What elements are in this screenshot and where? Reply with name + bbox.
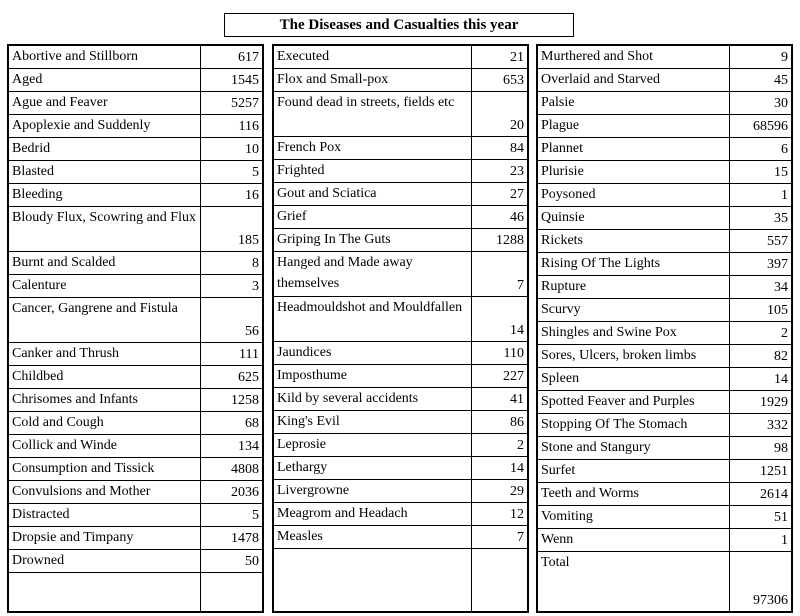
- cause-name: Meagrom and Headach: [274, 503, 472, 526]
- death-count: 110: [472, 342, 528, 365]
- cause-name: Blasted: [9, 161, 201, 184]
- death-count: 105: [730, 299, 792, 322]
- cause-name: Flox and Small-pox: [274, 69, 472, 92]
- table-row: [538, 322, 792, 345]
- death-count: 1478: [201, 527, 263, 550]
- table-row: [9, 138, 263, 161]
- death-count: 1288: [472, 229, 528, 252]
- death-count: 9: [730, 46, 792, 69]
- death-count: 14: [472, 457, 528, 480]
- table-row: [274, 229, 528, 252]
- cause-name: Headmouldshot and Mouldfallen: [274, 297, 472, 342]
- table-row: [274, 69, 528, 92]
- cause-name: Shingles and Swine Pox: [538, 322, 730, 345]
- table-row: [9, 46, 263, 69]
- table-row: [274, 297, 528, 342]
- cause-name: Gout and Sciatica: [274, 183, 472, 206]
- death-count: 7: [472, 252, 528, 297]
- cause-name: Found dead in streets, fields etc: [274, 92, 472, 137]
- cause-name: Scurvy: [538, 299, 730, 322]
- cause-name: Palsie: [538, 92, 730, 115]
- death-count: 1251: [730, 460, 792, 483]
- table-row: [9, 458, 263, 481]
- cause-name: King's Evil: [274, 411, 472, 434]
- cause-name: Rising Of The Lights: [538, 253, 730, 276]
- cause-name: Surfet: [538, 460, 730, 483]
- table-row: [538, 483, 792, 506]
- death-count: 185: [201, 207, 263, 252]
- cause-name: Childbed: [9, 366, 201, 389]
- death-count: 46: [472, 206, 528, 229]
- cause-name: Drowned: [9, 550, 201, 573]
- death-count: 617: [201, 46, 263, 69]
- cause-name: Spleen: [538, 368, 730, 391]
- table-row: [538, 69, 792, 92]
- cause-name: Collick and Winde: [9, 435, 201, 458]
- cause-name: Imposthume: [274, 365, 472, 388]
- death-count: 21: [472, 46, 528, 69]
- table-row: [274, 206, 528, 229]
- cause-name: Frighted: [274, 160, 472, 183]
- death-count: 97306: [730, 552, 792, 612]
- cause-name: Kild by several accidents: [274, 388, 472, 411]
- cause-name: Plannet: [538, 138, 730, 161]
- table-row: [9, 252, 263, 275]
- death-count: 14: [472, 297, 528, 342]
- table-row: [274, 503, 528, 526]
- cause-name: Rickets: [538, 230, 730, 253]
- cause-name: Canker and Thrush: [9, 343, 201, 366]
- cause-name: Total: [538, 552, 730, 612]
- table-row: [274, 160, 528, 183]
- table-row: [274, 252, 528, 297]
- death-count: 16: [201, 184, 263, 207]
- column-panel-2: [272, 44, 529, 613]
- death-count: 30: [730, 92, 792, 115]
- death-count: 51: [730, 506, 792, 529]
- table-row: [274, 434, 528, 457]
- death-count: 27: [472, 183, 528, 206]
- death-count: 12: [472, 503, 528, 526]
- death-count: 20: [472, 92, 528, 137]
- cause-name: Abortive and Stillborn: [9, 46, 201, 69]
- death-count: 29: [472, 480, 528, 503]
- table-row: [9, 69, 263, 92]
- death-count: 1: [730, 529, 792, 552]
- cause-name: Grief: [274, 206, 472, 229]
- table-row: [538, 506, 792, 529]
- table-row: [538, 276, 792, 299]
- table-row: [9, 275, 263, 298]
- table-row: [538, 230, 792, 253]
- table-row: [538, 414, 792, 437]
- death-count: 332: [730, 414, 792, 437]
- death-count: 68: [201, 412, 263, 435]
- table-row: [9, 298, 263, 343]
- cause-name: Hanged and Made away themselves: [274, 252, 472, 297]
- cause-name: Vomiting: [538, 506, 730, 529]
- cause-name: Chrisomes and Infants: [9, 389, 201, 412]
- page-title: The Diseases and Casualties this year: [224, 13, 574, 37]
- cause-name: Executed: [274, 46, 472, 69]
- cause-name: Overlaid and Starved: [538, 69, 730, 92]
- table-row: [274, 526, 528, 549]
- cause-name: Aged: [9, 69, 201, 92]
- table-row: [538, 345, 792, 368]
- table-row: [274, 411, 528, 434]
- table-row: [538, 115, 792, 138]
- table-row: [9, 184, 263, 207]
- death-count: 56: [201, 298, 263, 343]
- death-count: 1258: [201, 389, 263, 412]
- table-row: [274, 480, 528, 503]
- cause-name: Murthered and Shot: [538, 46, 730, 69]
- death-count: 2: [730, 322, 792, 345]
- death-count: 5: [201, 504, 263, 527]
- cause-name: Rupture: [538, 276, 730, 299]
- death-count: 2: [472, 434, 528, 457]
- table-row: [538, 253, 792, 276]
- table-row: [538, 460, 792, 483]
- cause-name: Burnt and Scalded: [9, 252, 201, 275]
- death-count: 6: [730, 138, 792, 161]
- death-count: 45: [730, 69, 792, 92]
- death-count: [472, 549, 528, 612]
- table-row: [274, 137, 528, 160]
- death-count: 2036: [201, 481, 263, 504]
- death-count: 7: [472, 526, 528, 549]
- table-row: [9, 161, 263, 184]
- death-count: 35: [730, 207, 792, 230]
- table-row: [538, 391, 792, 414]
- table-row: [9, 550, 263, 573]
- table-row: [9, 481, 263, 504]
- table-row: [9, 504, 263, 527]
- table-row: [274, 549, 528, 612]
- death-count: 4808: [201, 458, 263, 481]
- death-count: 82: [730, 345, 792, 368]
- death-count: 227: [472, 365, 528, 388]
- table-row: [9, 435, 263, 458]
- cause-name: Ague and Feaver: [9, 92, 201, 115]
- cause-name: Consumption and Tissick: [9, 458, 201, 481]
- death-count: [201, 573, 263, 612]
- table-row: [9, 343, 263, 366]
- table-row: [538, 299, 792, 322]
- table-row: [9, 92, 263, 115]
- table-row: [538, 161, 792, 184]
- death-count: 5257: [201, 92, 263, 115]
- table-row: [274, 342, 528, 365]
- death-count: 98: [730, 437, 792, 460]
- cause-name: Plurisie: [538, 161, 730, 184]
- death-count: 134: [201, 435, 263, 458]
- death-count: 5: [201, 161, 263, 184]
- death-count: 41: [472, 388, 528, 411]
- cause-name: French Pox: [274, 137, 472, 160]
- cause-name: Calenture: [9, 275, 201, 298]
- cause-name: Livergrowne: [274, 480, 472, 503]
- death-count: 3: [201, 275, 263, 298]
- cause-name: Cancer, Gangrene and Fistula: [9, 298, 201, 343]
- table-row: [274, 183, 528, 206]
- cause-name: Stopping Of The Stomach: [538, 414, 730, 437]
- death-count: 86: [472, 411, 528, 434]
- table-row: [538, 184, 792, 207]
- cause-name: Bleeding: [9, 184, 201, 207]
- death-count: 653: [472, 69, 528, 92]
- table-row: [538, 138, 792, 161]
- cause-name: Convulsions and Mother: [9, 481, 201, 504]
- death-count: 625: [201, 366, 263, 389]
- death-count: 14: [730, 368, 792, 391]
- death-count: 10: [201, 138, 263, 161]
- table-row: [9, 412, 263, 435]
- cause-name: Plague: [538, 115, 730, 138]
- cause-name: [9, 573, 201, 612]
- death-count: 50: [201, 550, 263, 573]
- cause-name: Bedrid: [9, 138, 201, 161]
- cause-name: Lethargy: [274, 457, 472, 480]
- table-row: [9, 207, 263, 252]
- table-row: [9, 115, 263, 138]
- death-count: 68596: [730, 115, 792, 138]
- death-count: 1929: [730, 391, 792, 414]
- cause-name: Bloudy Flux, Scowring and Flux: [9, 207, 201, 252]
- death-count: 1: [730, 184, 792, 207]
- death-count: 8: [201, 252, 263, 275]
- cause-name: Distracted: [9, 504, 201, 527]
- table-row: [274, 365, 528, 388]
- cause-name: Teeth and Worms: [538, 483, 730, 506]
- cause-name: Wenn: [538, 529, 730, 552]
- death-count: 84: [472, 137, 528, 160]
- cause-name: [274, 549, 472, 612]
- cause-name: Poysoned: [538, 184, 730, 207]
- death-count: 557: [730, 230, 792, 253]
- table-row: [274, 46, 528, 69]
- table-row: [538, 529, 792, 552]
- death-count: 15: [730, 161, 792, 184]
- cause-name: Dropsie and Timpany: [9, 527, 201, 550]
- death-count: 111: [201, 343, 263, 366]
- cause-name: Cold and Cough: [9, 412, 201, 435]
- table-row: [538, 368, 792, 391]
- cause-name: Sores, Ulcers, broken limbs: [538, 345, 730, 368]
- table-row: [9, 573, 263, 612]
- table-row: [538, 552, 792, 612]
- column-panel-3: [536, 44, 793, 613]
- table-row: [9, 366, 263, 389]
- column-panel-1: [7, 44, 264, 613]
- cause-name: Jaundices: [274, 342, 472, 365]
- death-count: 2614: [730, 483, 792, 506]
- table-row: [538, 437, 792, 460]
- death-count: 397: [730, 253, 792, 276]
- table-row: [9, 527, 263, 550]
- death-count: 116: [201, 115, 263, 138]
- table-row: [274, 92, 528, 137]
- table-row: [274, 388, 528, 411]
- cause-name: Apoplexie and Suddenly: [9, 115, 201, 138]
- death-count: 23: [472, 160, 528, 183]
- cause-name: Quinsie: [538, 207, 730, 230]
- cause-name: Griping In The Guts: [274, 229, 472, 252]
- cause-name: Spotted Feaver and Purples: [538, 391, 730, 414]
- death-count: 1545: [201, 69, 263, 92]
- cause-name: Leprosie: [274, 434, 472, 457]
- table-row: [538, 46, 792, 69]
- cause-name: Measles: [274, 526, 472, 549]
- death-count: 34: [730, 276, 792, 299]
- cause-name: Stone and Stangury: [538, 437, 730, 460]
- table-row: [538, 92, 792, 115]
- table-row: [538, 207, 792, 230]
- table-row: [274, 457, 528, 480]
- table-row: [9, 389, 263, 412]
